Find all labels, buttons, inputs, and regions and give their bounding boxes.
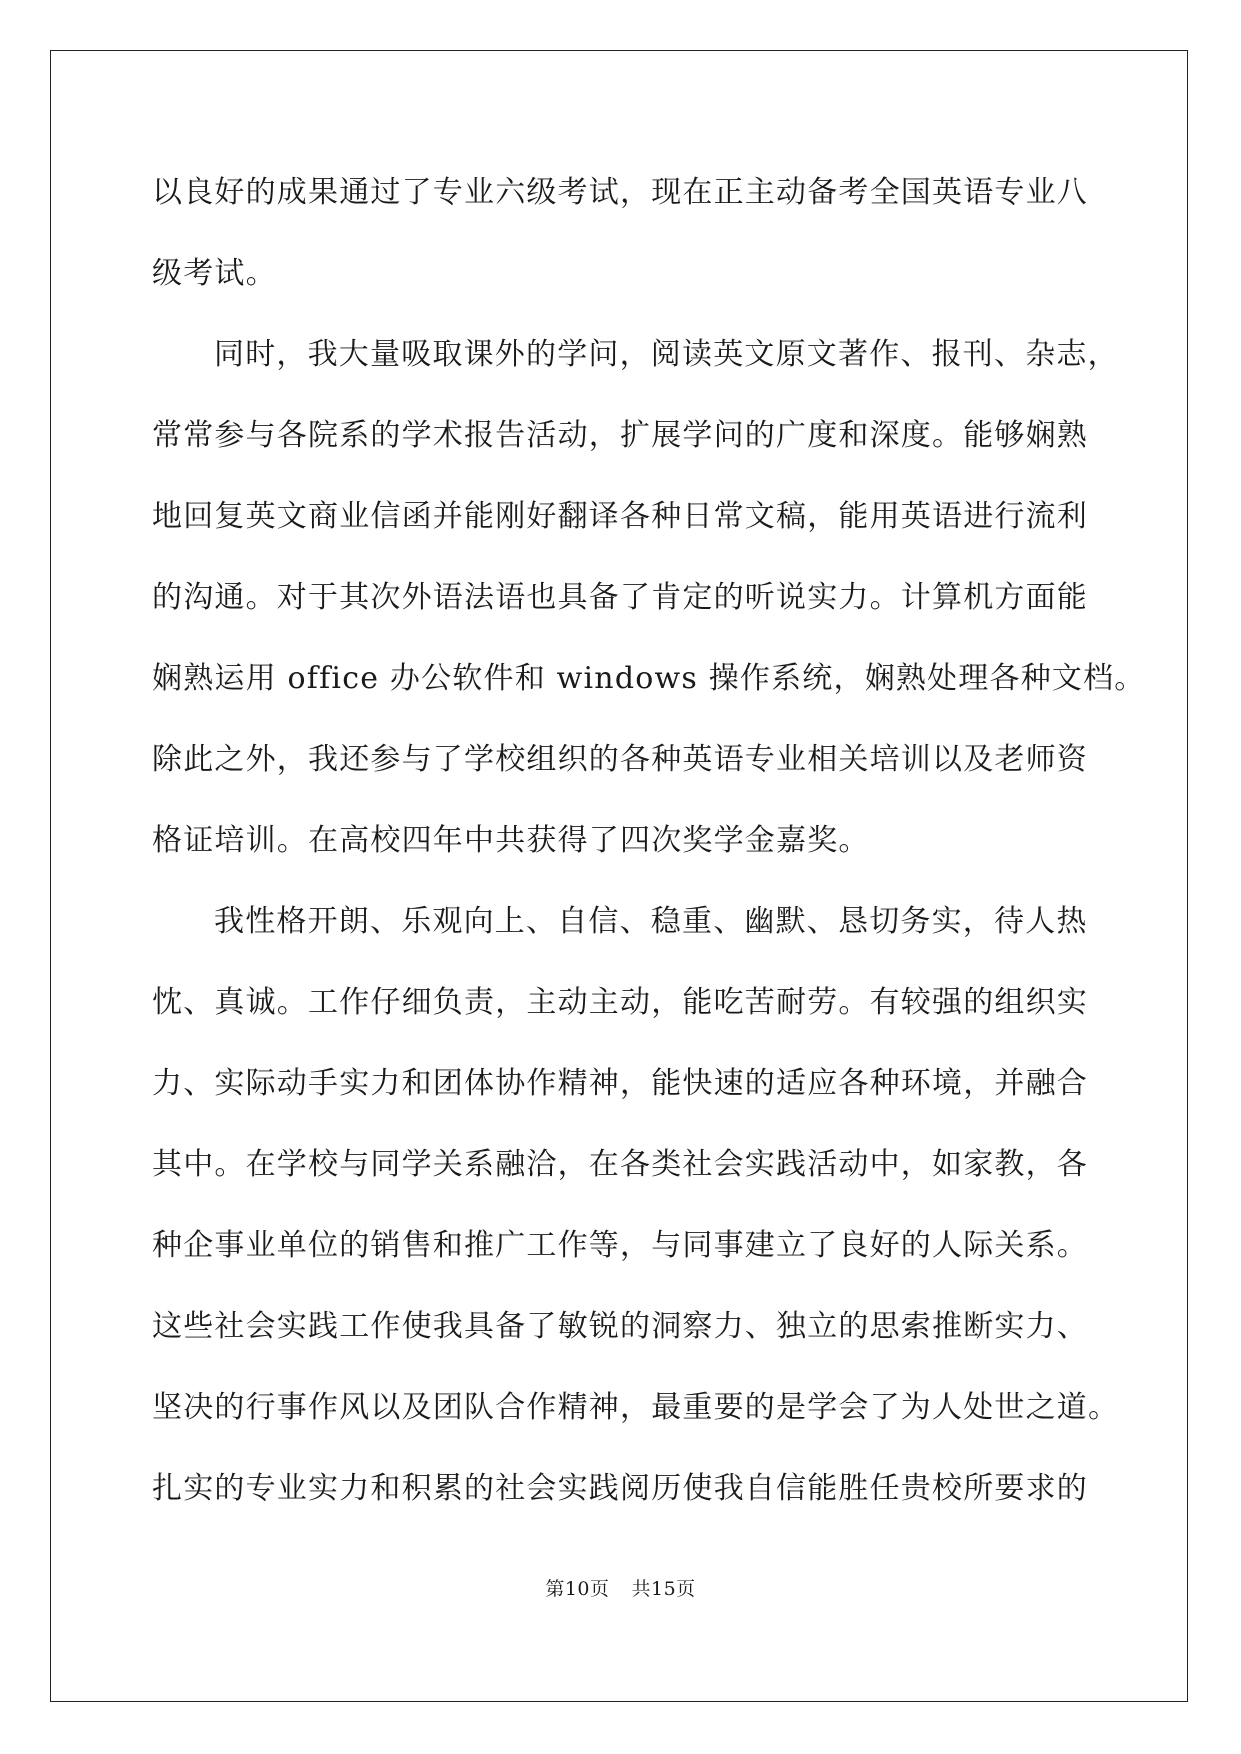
text-line: 种企事业单位的销售和推广工作等，与同事建立了良好的人际关系。 xyxy=(152,1228,1088,1263)
text-line: 力、实际动手实力和团体协作精神，能快速的适应各种环境，并融合 xyxy=(152,1066,1088,1101)
text-line: 同时，我大量吸取课外的学问，阅读英文原文著作、报刊、杂志， xyxy=(214,337,1119,372)
text-line: 除此之外，我还参与了学校组织的各种英语专业相关培训以及老师资 xyxy=(152,742,1088,777)
text-line: 格证培训。在高校四年中共获得了四次奖学金嘉奖。 xyxy=(152,823,870,858)
page-footer xyxy=(0,1574,1241,1601)
text-line: 娴熟运用 office 办公软件和 windows 操作系统，娴熟处理各种文档。 xyxy=(152,661,1146,696)
text-line: 坚决的行事作风以及团队合作精神，最重要的是学会了为人处世之道。 xyxy=(152,1390,1120,1425)
text-line: 忱、真诚。工作仔细负责，主动主动，能吃苦耐劳。有较强的组织实 xyxy=(152,985,1088,1020)
text-line: 以良好的成果通过了专业六级考试，现在正主动备考全国英语专业八 xyxy=(152,175,1088,210)
text-line: 常常参与各院系的学术报告活动，扩展学问的广度和深度。能够娴熟 xyxy=(152,418,1088,453)
text-line: 的沟通。对于其次外语法语也具备了肯定的听说实力。计算机方面能 xyxy=(152,580,1088,615)
total-pages: 共15页 xyxy=(631,1578,696,1600)
text-line: 这些社会实践工作使我具备了敏锐的洞察力、独立的思索推断实力、 xyxy=(152,1309,1088,1344)
text-line: 地回复英文商业信函并能刚好翻译各种日常文稿，能用英语进行流利 xyxy=(152,499,1088,534)
text-line: 我性格开朗、乐观向上、自信、稳重、幽默、恳切务实，待人热 xyxy=(214,904,1088,939)
current-page-number: 第10页 xyxy=(545,1578,610,1600)
document-body xyxy=(152,152,1146,1529)
text-line: 扎实的专业实力和积累的社会实践阅历使我自信能胜任贵校所要求的 xyxy=(152,1471,1088,1506)
text-line: 其中。在学校与同学关系融洽，在各类社会实践活动中，如家教，各 xyxy=(152,1147,1088,1182)
text-line: 级考试。 xyxy=(152,256,277,291)
